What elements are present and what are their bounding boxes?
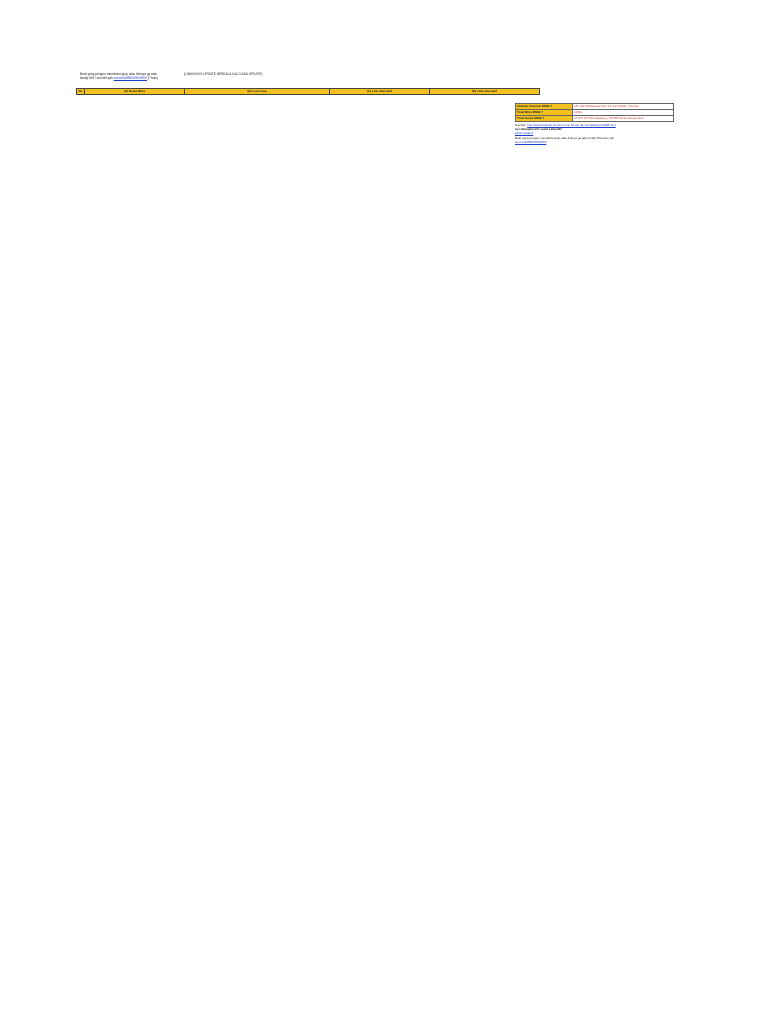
update-note: (LINKNYA DI UPDATE BERKALA KALO ADA UPDATE) (184, 72, 263, 76)
mitra-table (76, 88, 540, 95)
stats-panel (515, 103, 674, 144)
handle-link[interactable]: @dimuzakeni (515, 131, 534, 136)
header-link-alt-d: (D) Link Alternatif (430, 89, 540, 95)
stats-table (515, 103, 674, 122)
mutual-title: Ayo Mutualan IG! sama LinkedIn! (515, 127, 563, 132)
table-header-row (77, 89, 540, 95)
stat-key: Total Kuota MSIB 7 (516, 116, 573, 122)
cta-text: Buat yang pengen membuka grup atau linknya gs ada, kindly DM atau yah (515, 135, 615, 140)
side-notes (515, 123, 674, 144)
contact-link[interactable]: wa.me/6285000000000 (113, 76, 147, 80)
cta-link[interactable]: wa.me/6285000000000 (515, 139, 547, 144)
source-link[interactable]: http://www.linkedin.com/in/ (Link Group dan tersedianya MSIB sini) (527, 123, 616, 127)
header-no: No (78, 89, 83, 93)
stat-key: Statistic Pelamar MSIB 7 (516, 104, 573, 110)
source-label: Sumber: (515, 123, 527, 127)
intro-text (80, 72, 310, 80)
header-nama-mitra: (A) Nama Mitra (85, 89, 185, 95)
intro-line-2: kindly DM / wa edit yah (80, 76, 113, 80)
contact-suffix: (Thule) (147, 76, 158, 80)
stat-key: Total Mitra MSIB 7 (516, 110, 573, 116)
intro-line-1: Buat yang pengen membuka grup atau linknya gs ada, (80, 72, 158, 76)
stat-value: 47.874 (10.619 Magang + 36.366 Studi Independen) (573, 116, 674, 122)
stat-row (516, 116, 674, 122)
header-link-alt-c: (C) Link Alternatif (330, 89, 430, 95)
stat-value[interactable]: 187.342 Mahasiswa (Per 13 Juni 2024) | Sumber (573, 104, 674, 110)
header-link-grup: (B) Link Grup (185, 89, 330, 95)
stat-value: 1200+ (573, 110, 674, 116)
